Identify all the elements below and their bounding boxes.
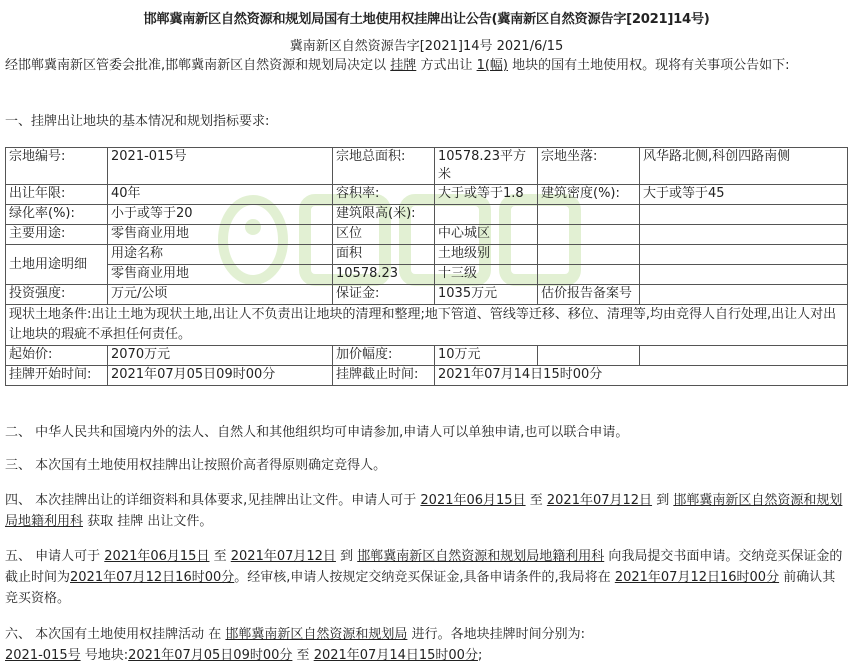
table-cell: 1035万元 (435, 285, 538, 305)
table-cell: 容积率: (333, 185, 435, 205)
office-link[interactable]: 邯郸冀南新区自然资源和规划局地籍利用科 (5, 493, 843, 529)
table-cell (640, 245, 848, 265)
table-row (6, 346, 848, 366)
count-link[interactable]: 1(幅) (476, 58, 509, 73)
land-info-table (5, 147, 848, 386)
table-cell (538, 346, 640, 366)
office-link[interactable]: 邯郸冀南新区自然资源和规划局 (225, 627, 408, 642)
table-cell: 宗地总面积: (333, 148, 435, 185)
page-title: 邯郸冀南新区自然资源和规划局国有土地使用权挂牌出让公告(冀南新区自然资源告字[2021]14号) (143, 12, 710, 27)
table-cell: 10万元 (435, 346, 538, 366)
date-link[interactable]: 2021年06月15日 (104, 549, 210, 564)
table-cell: 绿化率(%): (6, 205, 108, 225)
section-5: 五、 申请人可于 2021年06月15日 至 2021年07月12日 到 邯郸冀南新区自然资源和规划局地籍利用科 向我局提交书面申请。交纳竞买保证金的截止时间为2021年07月12日16时00分。经审核,申请人按规定交纳竞买保证金,具备申请条件的,我局将在 2021年07月12日16时00分 前确认其竞买资格。 (5, 549, 843, 606)
table-row (6, 265, 848, 285)
table-cell: 万元/公顷 (108, 285, 333, 305)
intro-paragraph: 经邯郸冀南新区管委会批准,邯郸冀南新区自然资源和规划局决定以 挂牌 方式出让 1(幅) 地块的国有土地使用权。现将有关事项公告如下: (5, 58, 790, 73)
table-row (6, 185, 848, 205)
table-cell: 投资强度: (6, 285, 108, 305)
table-cell: 十三级 (435, 265, 538, 285)
office-link[interactable]: 邯郸冀南新区自然资源和规划局地籍利用科 (357, 549, 605, 564)
table-cell: 大于或等于1.8 (435, 185, 538, 205)
section-1-heading: 一、挂牌出让地块的基本情况和规划指标要求: (5, 114, 270, 129)
table-row (6, 245, 848, 265)
table-cell: 宗地坐落: (538, 148, 640, 185)
table-cell: 土地用途明细 (6, 245, 108, 285)
table-cell (640, 265, 848, 285)
table-cell: 加价幅度: (333, 346, 435, 366)
table-cell: 区位 (333, 225, 435, 245)
page-subtitle: 冀南新区自然资源告字[2021]14号 2021/6/15 (289, 39, 564, 54)
deadline-link[interactable]: 2021年07月12日16时00分 (70, 570, 235, 585)
section-4: 四、 本次挂牌出让的详细资料和具体要求,见挂牌出让文件。申请人可于 2021年06月15日 至 2021年07月12日 到 邯郸冀南新区自然资源和规划局地籍利用科 获取 挂牌 出让文件。 (5, 493, 843, 529)
table-cell (538, 205, 640, 225)
table-row (6, 225, 848, 245)
table-cell: 10578.23 (333, 265, 435, 285)
time-link[interactable]: 2021年07月14日15时00分 (313, 648, 478, 663)
table-cell: 40年 (108, 185, 333, 205)
mode-link[interactable]: 挂牌 (390, 58, 417, 73)
table-cell: 保证金: (333, 285, 435, 305)
table-cell: 主要用途: (6, 225, 108, 245)
table-cell: 建筑限高(米): (333, 205, 435, 225)
table-cell: 起始价: (6, 346, 108, 366)
table-cell: 挂牌开始时间: (6, 366, 108, 386)
table-row (6, 366, 848, 386)
table-cell: 2021-015号 (108, 148, 333, 185)
table-row (6, 205, 848, 225)
date-link[interactable]: 2021年07月12日 (546, 493, 653, 508)
table-cell (435, 205, 538, 225)
section-6: 六、 本次国有土地使用权挂牌活动 在 邯郸冀南新区自然资源和规划局 进行。各地块挂牌时间分别为: (5, 627, 585, 642)
table-cell: 风华路北侧,科创四路南侧 (640, 148, 848, 185)
table-cell: 建筑密度(%): (538, 185, 640, 205)
table-cell (640, 346, 848, 366)
table-cell: 2021年07月05日09时00分 (108, 366, 333, 386)
date-link[interactable]: 2021年06月15日 (420, 493, 526, 508)
table-cell: 小于或等于20 (108, 205, 333, 225)
table-row (6, 285, 848, 305)
table-cell: 出让年限: (6, 185, 108, 205)
table-cell: 零售商业用地 (108, 225, 333, 245)
table-cell: 宗地编号: (6, 148, 108, 185)
table-cell: 估价报告备案号 (538, 285, 640, 305)
table-cell (640, 285, 848, 305)
table-cell: 大于或等于45 (640, 185, 848, 205)
table-cell: 2070万元 (108, 346, 333, 366)
table-cell (538, 265, 640, 285)
table-cell (538, 225, 640, 245)
date-link[interactable]: 2021年07月12日 (230, 549, 336, 564)
section-3: 三、 本次国有土地使用权挂牌出让按照价高者得原则确定竞得人。 (5, 458, 387, 473)
table-cell: 10578.23平方米 (435, 148, 538, 185)
table-cell: 挂牌截止时间: (333, 366, 435, 386)
table-cell: 用途名称 (108, 245, 333, 265)
land-condition-cell: 现状土地条件:出让土地为现状土地,出让人不负责出让地块的清理和整理;地下管道、管线等迁移、移位、清理等,均由竞得人自行处理,出让人对出让地块的瑕疵不承担任何责任。 (6, 305, 848, 346)
deadline-link[interactable]: 2021年07月12日16时00分 (614, 570, 780, 585)
time-link[interactable]: 2021年07月05日09时00分 (128, 648, 293, 663)
table-cell: 土地级别 (435, 245, 538, 265)
table-cell: 面积 (333, 245, 435, 265)
table-cell (640, 205, 848, 225)
parcel-code-link[interactable]: 2021-015号 (5, 648, 81, 663)
listing-time-line: 2021-015号 号地块:2021年07月05日09时00分 至 2021年07月14日15时00分; (5, 648, 483, 663)
table-row (6, 305, 848, 346)
table-cell (640, 225, 848, 245)
table-cell: 中心城区 (435, 225, 538, 245)
section-2: 二、 中华人民共和国境内外的法人、自然人和其他组织均可申请参加,申请人可以单独申请,也可以联合申请。 (5, 425, 629, 440)
table-cell: 2021年07月14日15时00分 (435, 366, 848, 386)
table-row (6, 148, 848, 185)
table-cell (538, 245, 640, 265)
table-cell: 零售商业用地 (108, 265, 333, 285)
